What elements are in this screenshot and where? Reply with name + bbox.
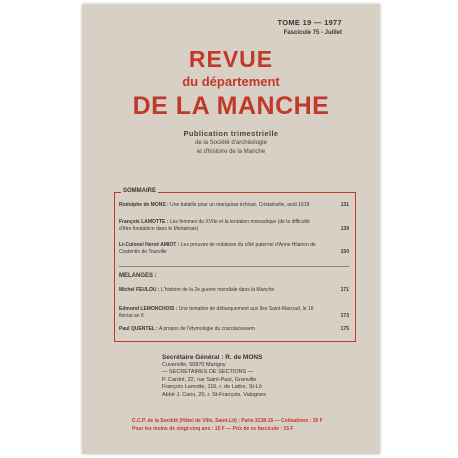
- toc-page: 173: [340, 312, 349, 319]
- toc-entry: [119, 242, 349, 255]
- title-de-la-manche: DE LA MANCHE: [132, 92, 330, 120]
- toc-page: 171: [340, 287, 349, 293]
- volume-info: [277, 18, 342, 38]
- toc-title: L'histoire de la 2e guerre mondiale dans la Manche: [160, 287, 275, 293]
- title-du-departement: du département: [182, 74, 280, 89]
- publication-subtitle: [82, 128, 380, 157]
- melanges-heading: MELANGES :: [119, 273, 157, 279]
- sommaire-heading: SOMMAIRE: [123, 188, 156, 194]
- secretary-general: Secrétaire Général : R. de MONS: [162, 354, 263, 361]
- journal-cover: [82, 4, 380, 454]
- section-secretaries-heading: — SECRETAIRES DE SECTIONS —: [162, 369, 254, 375]
- subscription-line-2: Pour les moins de vingt-cinq ans : 15 F — Prix de ce fascicule : 15 F: [132, 426, 294, 432]
- toc-title: Une tentative de débarquement aux îles Saint-Marcouf, le 16 floréal an 6: [119, 306, 314, 319]
- tome-label: TOME 19 — 1977: [277, 18, 342, 27]
- section-secretary: Abbé J. Canu, 20, r. St-François, Valognes: [162, 391, 266, 398]
- section-secretary: François Lamotte, 116, r. de Lattre, St-Lô: [162, 384, 262, 390]
- toc-title: A propos de l'étymologie du cracolacessem: [158, 326, 255, 332]
- toc-entry: [119, 202, 349, 209]
- fascicule-label: Fascicule 75 - Juillet: [283, 30, 342, 36]
- subtitle-line-3: et d'histoire de la Manche: [196, 149, 266, 155]
- toc-page: 175: [340, 326, 349, 332]
- section-secretary: P. Cardot, 22, rue Saint-Paul, Granville: [162, 376, 257, 383]
- secretariat-address: Cuverville, 50870 Marigny: [162, 361, 226, 368]
- subscription-line-1: C.C.P. de la Société (Hôtel de Ville, Saint-Lô) : Paris 3138-15 — Cotisations : 35 F: [132, 418, 323, 424]
- toc-author: Michel FEULOU :: [119, 287, 160, 293]
- toc-entry: [119, 287, 349, 294]
- toc-page: 131: [340, 202, 349, 208]
- toc-author: François LAMOTTE :: [119, 219, 169, 225]
- subscription-info: [132, 417, 362, 433]
- toc-page: 139: [340, 225, 349, 232]
- toc-title: Les femmes du XVIIe et la tentation monastique (de la difficulté d'être fondatrice dans le Mortainais): [119, 219, 310, 232]
- secretariat-block: [162, 354, 342, 399]
- toc-page: 150: [340, 248, 349, 255]
- toc-title: Les preuves de noblesse du côté paternel d'Anne Hilarion de Costentin de Tourville: [119, 242, 316, 255]
- toc-title: Une bataille pour un marquisat échoué, Cristainville, août 1618: [170, 202, 310, 208]
- divider: [119, 266, 349, 267]
- subtitle-line-1: Publication trimestrielle: [183, 129, 279, 138]
- title-revue: REVUE: [188, 46, 274, 72]
- table-of-contents: [114, 188, 356, 342]
- toc-entry: [119, 306, 349, 319]
- toc-author: Lt-Colonel Hervé AMIOT :: [119, 242, 180, 248]
- subtitle-line-2: de la Société d'archéologie: [195, 140, 267, 146]
- toc-author: Edmond LEMONCHOIS :: [119, 306, 178, 312]
- toc-entry: [119, 219, 349, 232]
- toc-author: Paul QUENTEL :: [119, 326, 158, 332]
- toc-author: Rodolphe de MONS :: [119, 202, 169, 208]
- toc-entry: [119, 326, 349, 333]
